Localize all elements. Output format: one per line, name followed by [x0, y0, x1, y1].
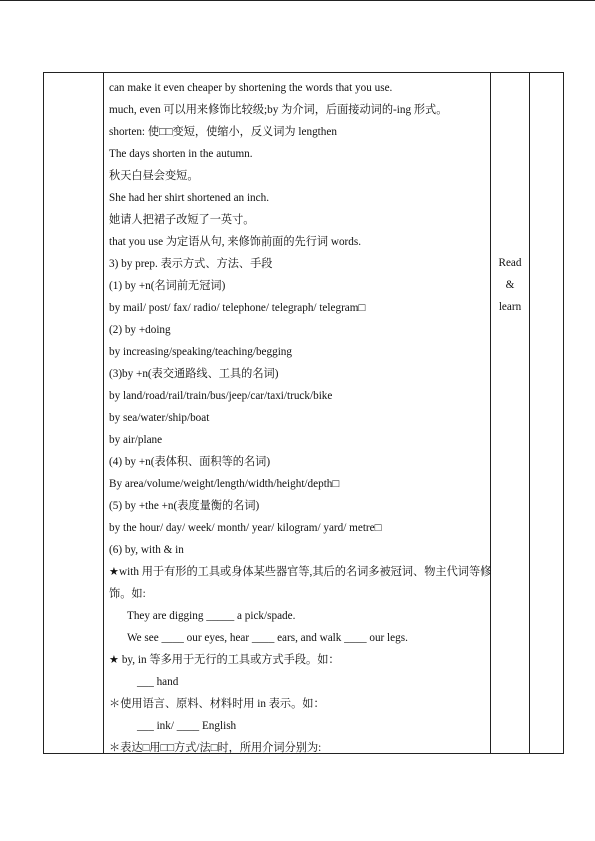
content-line-l8: that you use 为定语从句, 来修饰前面的先行词 words. [109, 236, 362, 248]
content-line-l1: can make it even cheaper by shortening the words that you use. [109, 82, 393, 94]
content-line-l6: She had her shirt shortened an inch. [109, 192, 270, 204]
column-divider-left [103, 73, 104, 753]
content-line-l27: ___ hand [137, 676, 179, 688]
content-line-l19: By area/volume/weight/length/width/height/depth□ [109, 478, 340, 490]
content-line-l14: (3)by +n(表交通路线、工具的名词) [109, 368, 279, 380]
content-line-l7: 她请人把裙子改短了一英寸。 [109, 214, 255, 226]
activity-label-learn: learn [498, 301, 522, 313]
activity-label-cell [492, 252, 528, 318]
content-line-l18: (4) by +n(表体积、面积等的名词) [109, 456, 271, 468]
content-line-l16: by sea/water/ship/boat [109, 412, 210, 424]
content-line-l28: ＊使用语言、原料、材料时用 in 表示。如： [109, 698, 325, 710]
content-line-l13: by increasing/speaking/teaching/begging [109, 346, 292, 358]
column-divider-right [529, 73, 530, 753]
content-line-l22: (6) by, with & in [109, 544, 184, 556]
content-line-l5: 秋天白昼会变短。 [109, 170, 199, 182]
lesson-content-cell [109, 77, 493, 759]
content-line-l30: ＊表达□用□□方式/法□时，所用介词分别为: [109, 742, 322, 754]
content-line-l12: (2) by +doing [109, 324, 171, 336]
content-line-l23: ★with 用于有形的工具或身体某些器官等,其后的名词多被冠词、物主代词等修饰。如: [109, 566, 492, 600]
top-border-line [0, 0, 595, 1]
content-line-l26: ★ by, in 等多用于无行的工具或方式手段。如： [109, 654, 340, 666]
activity-label-read: Read [498, 257, 522, 269]
activity-label-ampersand: & [505, 279, 515, 291]
content-line-l3: shorten: 使□□变短，使缩小，反义词为 lengthen [109, 126, 337, 138]
content-line-l9: 3) by prep. 表示方式、方法、手段 [109, 258, 273, 270]
content-line-l20: (5) by +the +n(表度量衡的名词) [109, 500, 260, 512]
content-line-l2: much, even 可以用来修饰比较级;by 为介词，后面接动词的-ing 形式。 [109, 104, 448, 116]
content-line-l4: The days shorten in the autumn. [109, 148, 253, 160]
content-line-l24: They are digging _____ a pick/spade. [127, 610, 296, 622]
lesson-table [43, 72, 564, 754]
content-line-l15: by land/road/rail/train/bus/jeep/car/taxi/truck/bike [109, 390, 333, 402]
content-line-l29: ___ ink/ ____ English [137, 720, 237, 732]
content-line-l10: (1) by +n(名词前无冠词) [109, 280, 226, 292]
content-line-l17: by air/plane [109, 434, 163, 446]
content-line-l25: We see ____ our eyes, hear ____ ears, and walk ____ our legs. [127, 632, 408, 644]
content-line-l21: by the hour/ day/ week/ month/ year/ kilogram/ yard/ metre□ [109, 522, 382, 534]
content-line-l11: by mail/ post/ fax/ radio/ telephone/ telegraph/ telegram□ [109, 302, 366, 314]
